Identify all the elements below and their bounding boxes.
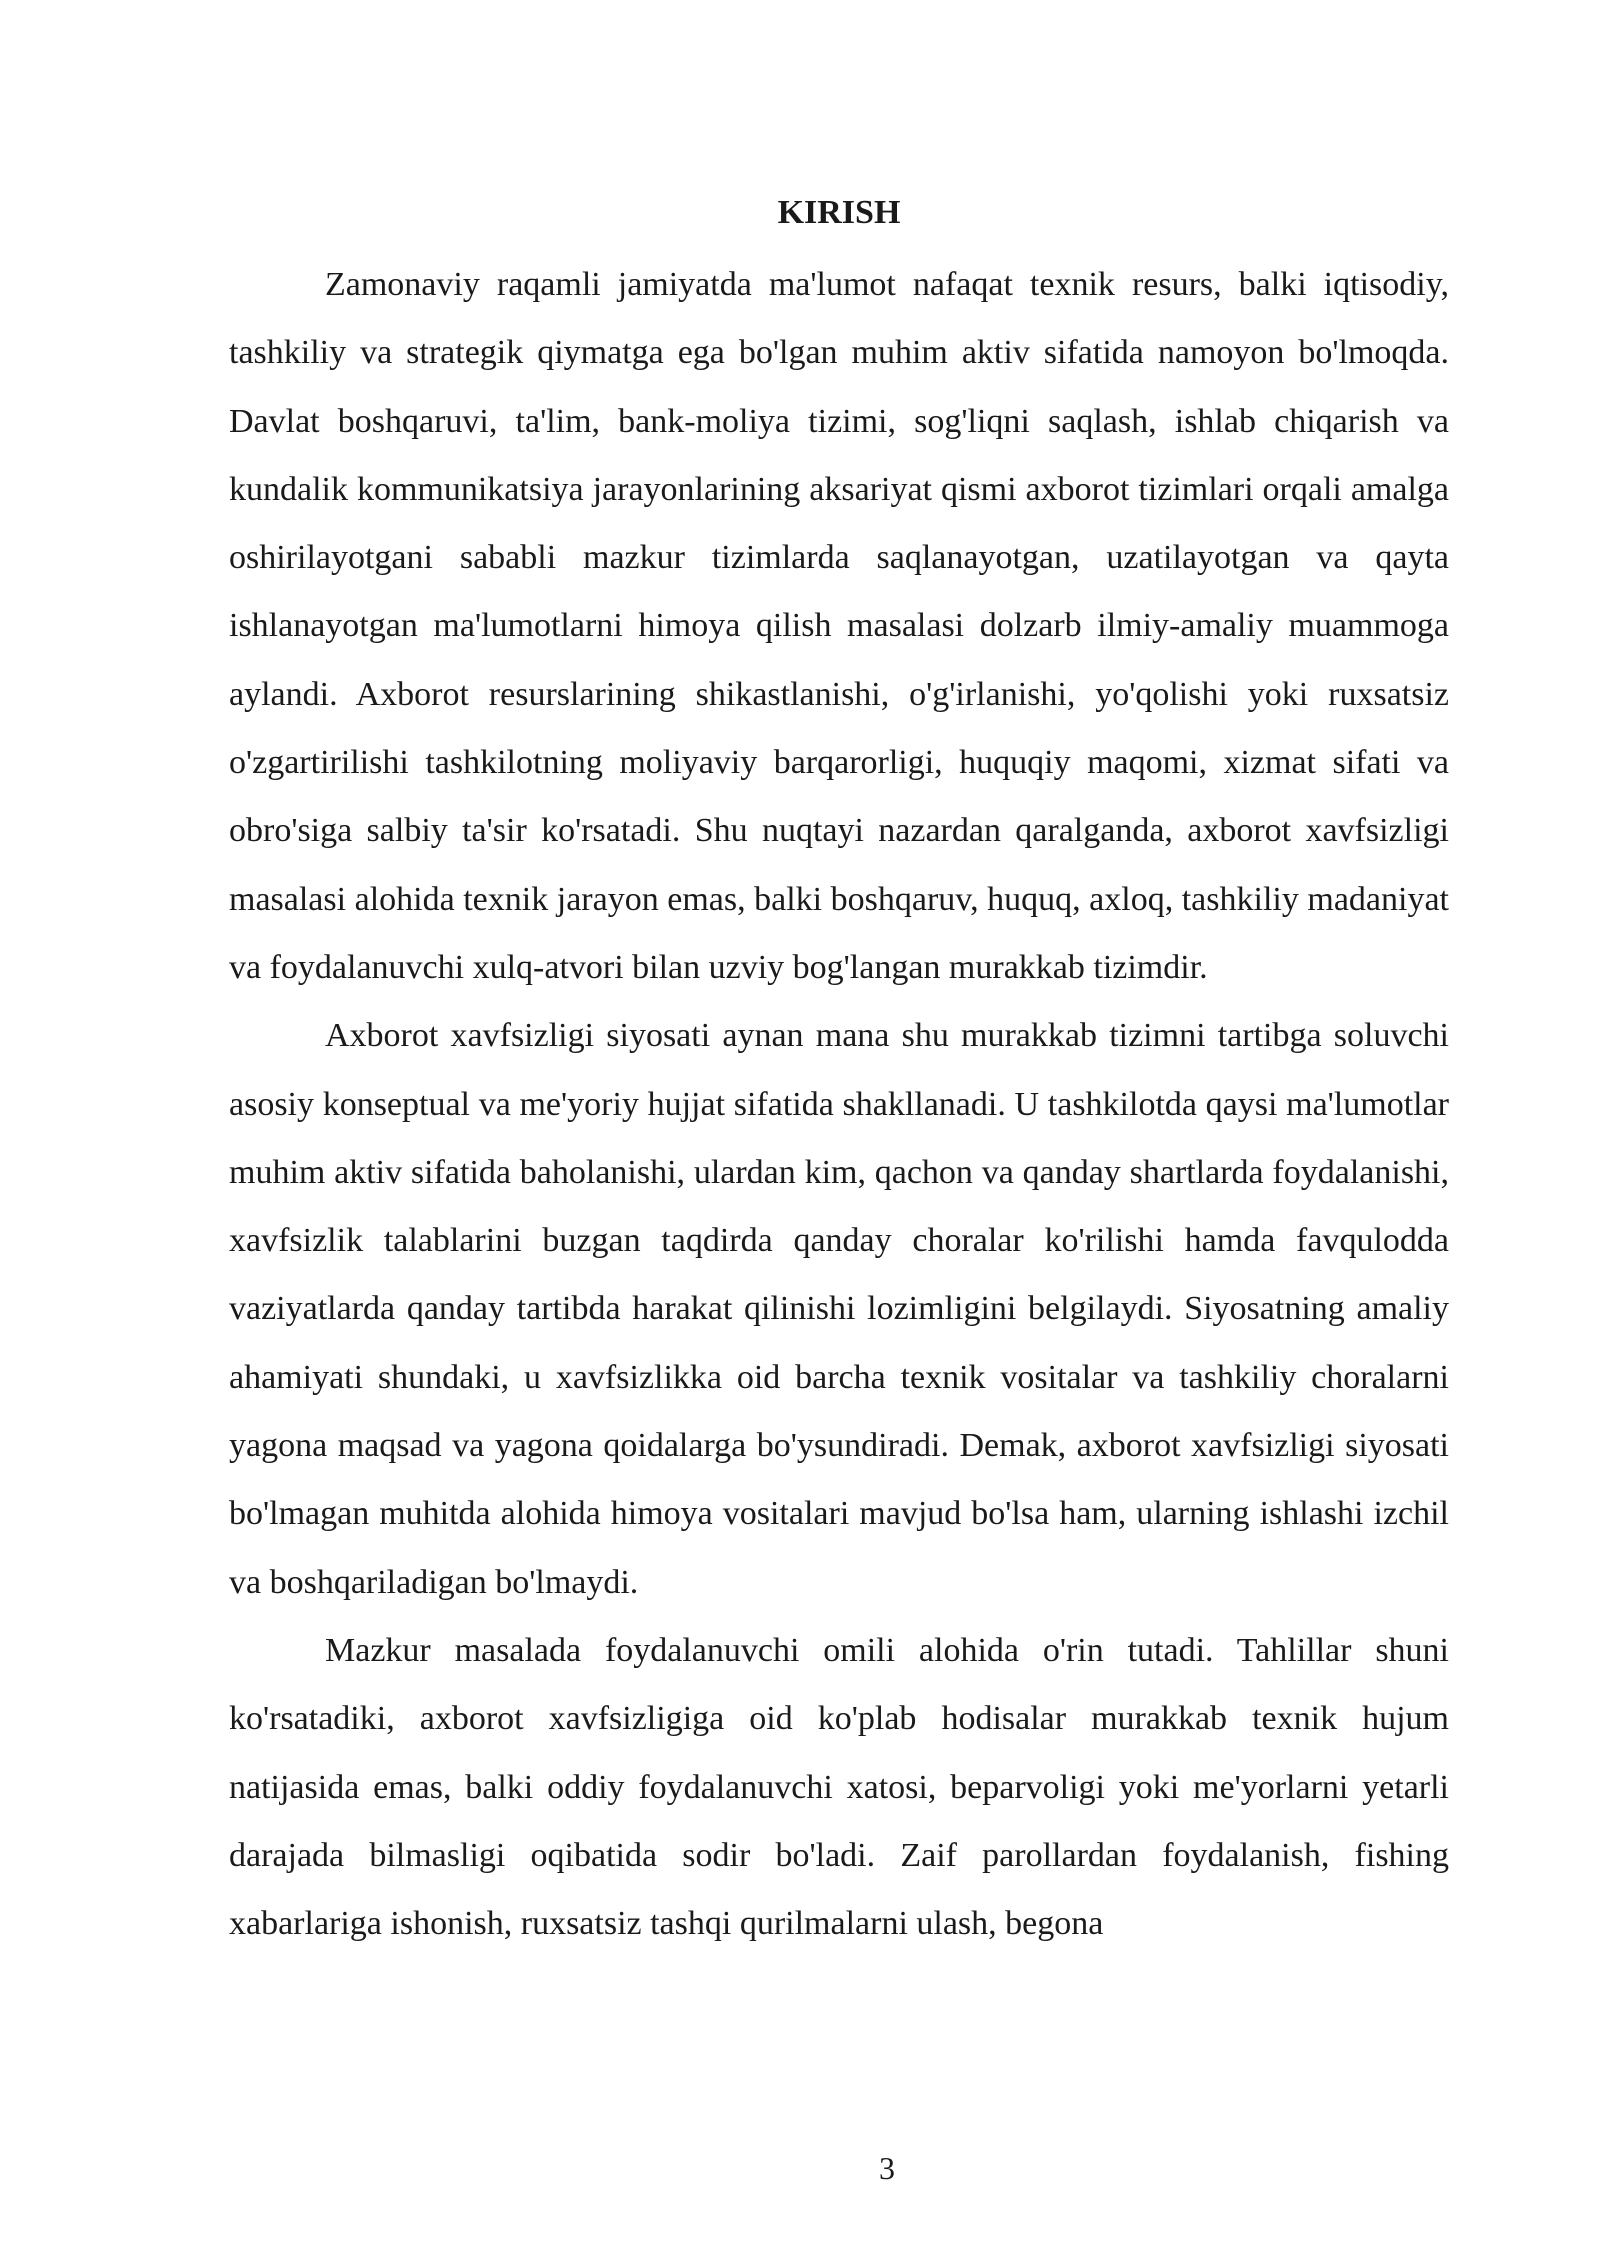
paragraph-1: Zamonaviy raqamli jamiyatda ma'lumot nafaqat texnik resurs, balki iqtisodiy, tashkiliy va strategik qiymatga ega bo'lgan muhim aktiv sifatida namoyon bo'lmoqda. Davlat boshqaruvi, ta'lim, bank-moliya tizimi, sog'liqni saqlash, ishlab chiqarish va kundalik kommunikatsiya jarayonlarining aksariyat qismi axborot tizimlari orqali amalga oshirilayotgani sababli mazkur tizimlarda saqlanayotgan, uzatilayotgan va qayta ishlanayotgan ma'lumotlarni himoya qilish masalasi dolzarb ilmiy-amaliy muammoga aylandi. Axborot resurslarining shikastlanishi, o'g'irlanishi, yo'qolishi yoki ruxsatsiz o'zgartirilishi tashkilotning moliyaviy barqarorligi, huquqiy maqomi, xizmat sifati va obro'siga salbiy ta'sir ko'rsatadi. Shu nuqtayi nazardan qaralganda, axborot xavfsizligi masalasi alohida texnik jarayon emas, balki boshqaruv, huquq, axloq, tashkiliy madaniyat va foydalanuvchi xulq-atvori bilan uzviy bog'langan murakkab tizimdir. — [229, 266, 1449, 986]
paragraph-2: Axborot xavfsizligi siyosati aynan mana shu murakkab tizimni tartibga soluvchi asosiy konseptual va me'yoriy hujjat sifatida shakllanadi. U tashkilotda qaysi ma'lumotlar muhim aktiv sifatida baholanishi, ulardan kim, qachon va qanday shartlarda foydalanishi, xavfsizlik talablarini buzgan taqdirda qanday choralar ko'rilishi hamda favqulodda vaziyatlarda qanday tartibda harakat qilinishi lozimligini belgilaydi. Siyosatning amaliy ahamiyati shundaki, u xavfsizlikka oid barcha texnik vositalar va tashkiliy choralarni yagona maqsad va yagona qoidalarga bo'ysundiradi. Demak, axborot xavfsizligi siyosati bo'lmagan muhitda alohida himoya vositalari mavjud bo'lsa ham, ularning ishlashi izchil va boshqariladigan bo'lmaydi. — [229, 1017, 1449, 1601]
page-number: 3 — [879, 2150, 895, 2186]
paragraph-3: Mazkur masalada foydalanuvchi omili alohida o'rin tutadi. Tahlillar shuni ko'rsatadiki, axborot xavfsizligiga oid ko'plab hodisalar murakkab texnik hujum natijasida emas, balki oddiy foydalanuvchi xatosi, beparvoligi yoki me'yorlarni yetarli darajada bilmasligi oqibatida sodir bo'ladi. Zaif parollardan foydalanish, fishing xabarlariga ishonish, ruxsatsiz tashqi qurilmalarni ulash, begona — [229, 1631, 1449, 1943]
section-title: KIRISH — [777, 194, 901, 231]
document-body — [229, 185, 1449, 1958]
